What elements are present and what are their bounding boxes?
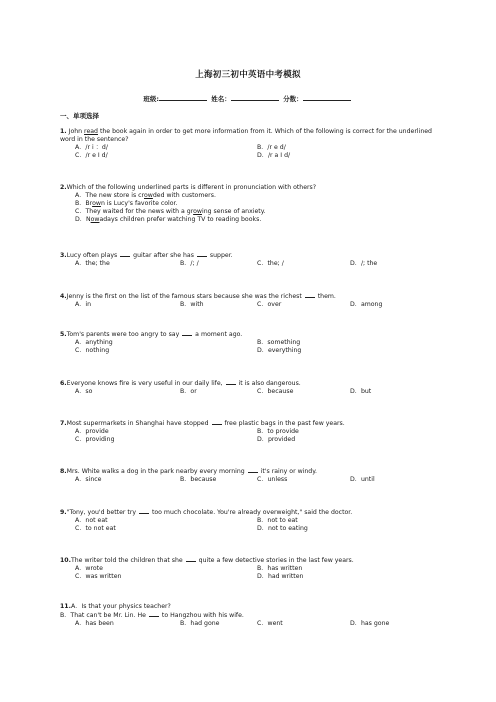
- option-c[interactable]: C．providing: [75, 435, 115, 443]
- option-c[interactable]: C．over: [257, 300, 282, 308]
- class-blank[interactable]: [159, 94, 207, 101]
- question-number: 5.: [60, 331, 67, 338]
- option-a[interactable]: A．has been: [75, 619, 114, 627]
- option-a[interactable]: A．in: [75, 300, 92, 308]
- question-stem: 6.Everyone knows fire is very useful in our daily life, it is also dangerous.: [60, 380, 301, 387]
- answer-blank[interactable]: [212, 419, 222, 425]
- question-stem: 3.Lucy often plays guitar after she has supper.: [60, 252, 233, 259]
- option-b[interactable]: B．to provide: [257, 427, 299, 435]
- answer-blank[interactable]: [226, 379, 236, 385]
- option-a[interactable]: A．/r i ：d/: [75, 143, 108, 151]
- question-stem: 8.Mrs. White walks a dog in the park nearby every morning it's rainy or windy.: [60, 468, 317, 475]
- option-c[interactable]: C．was written: [75, 572, 122, 580]
- option-c[interactable]: C．/r e I d/: [75, 151, 108, 159]
- question-number: 3.: [60, 252, 67, 259]
- option-c[interactable]: C．They waited for the news with a growing sense of anxiety.: [75, 207, 266, 215]
- question-number: 1.: [60, 128, 67, 135]
- score-label: 分数：: [283, 95, 303, 103]
- answer-blank[interactable]: [182, 330, 192, 336]
- question-number: 11.: [60, 603, 71, 610]
- option-c[interactable]: C．nothing: [75, 346, 110, 354]
- answer-blank[interactable]: [120, 251, 130, 257]
- section-heading: 一、单项选择: [60, 112, 99, 120]
- option-d[interactable]: D．provided: [257, 435, 296, 443]
- question-11: [60, 603, 440, 628]
- question-number: 10.: [60, 557, 71, 564]
- option-b[interactable]: B．with: [180, 300, 204, 308]
- option-c[interactable]: C．because: [257, 387, 294, 395]
- question-2: [60, 184, 440, 224]
- student-info-line: [0, 94, 496, 103]
- question-10: [60, 556, 440, 581]
- option-b[interactable]: B．not to eat: [257, 516, 298, 524]
- question-number: 7.: [60, 420, 67, 427]
- question-1: [60, 128, 440, 160]
- option-d[interactable]: D．among: [350, 300, 383, 308]
- question-7: [60, 419, 440, 444]
- score-blank[interactable]: [303, 94, 351, 101]
- question-stem: 1. John read the book again in order to get more information from it. Which of the following is correct for the underlined word in the sentence?: [60, 128, 432, 143]
- option-d[interactable]: D．until: [350, 475, 375, 483]
- question-stem: 10.The writer told the children that she quite a few detective stories in the last few years.: [60, 557, 354, 564]
- option-c[interactable]: C．unless: [257, 475, 288, 483]
- question-3: [60, 251, 440, 268]
- option-b[interactable]: B．something: [257, 338, 301, 346]
- answer-blank[interactable]: [186, 556, 196, 562]
- class-label: 班级:: [143, 95, 160, 103]
- question-5: [60, 330, 440, 355]
- option-d[interactable]: D．has gone: [350, 619, 390, 627]
- question-9: [60, 508, 440, 533]
- answer-blank[interactable]: [305, 292, 315, 298]
- question-number: 6.: [60, 380, 67, 387]
- question-stem: 4.Jenny is the first on the list of the famous stars because she was the richest them.: [60, 293, 336, 300]
- option-a[interactable]: A．the; the: [75, 259, 110, 267]
- option-a[interactable]: A．anything: [75, 338, 113, 346]
- option-c[interactable]: C．went: [257, 619, 283, 627]
- option-d[interactable]: D．not to eating: [257, 524, 308, 532]
- option-a[interactable]: A．since: [75, 475, 102, 483]
- question-stem: 7.Most supermarkets in Shanghai have stopped free plastic bags in the past few years.: [60, 420, 345, 427]
- option-d[interactable]: D．/r a I d/: [257, 151, 291, 159]
- option-b[interactable]: B．because: [180, 475, 217, 483]
- question-number: 9.: [60, 509, 67, 516]
- name-label: 姓名：: [211, 95, 231, 103]
- question-number: 2.: [60, 184, 67, 191]
- option-c[interactable]: C．the; /: [257, 259, 284, 267]
- question-stem: 11.A．Is that your physics teacher?: [60, 603, 171, 610]
- underlined-word: read: [84, 128, 98, 135]
- option-b[interactable]: B．has written: [257, 564, 303, 572]
- answer-blank[interactable]: [248, 467, 258, 473]
- option-a[interactable]: A．so: [75, 387, 93, 395]
- name-blank[interactable]: [231, 94, 279, 101]
- option-b[interactable]: B．or: [180, 387, 197, 395]
- option-a[interactable]: A．wrote: [75, 564, 103, 572]
- option-a[interactable]: A．The new store is crowded with customers.: [75, 191, 216, 199]
- answer-blank[interactable]: [139, 508, 149, 514]
- option-d[interactable]: D．had written: [257, 572, 304, 580]
- question-stem-line-2: B．That can't be Mr. Lin. He to Hangzhou with his wife.: [60, 611, 244, 619]
- option-a[interactable]: A．provide: [75, 427, 109, 435]
- option-a[interactable]: A．not eat: [75, 516, 108, 524]
- question-stem: 5.Tom's parents were too angry to say a moment ago.: [60, 331, 243, 338]
- question-4: [60, 292, 440, 309]
- question-stem: 2.Which of the following underlined parts is different in pronunciation with others?: [60, 184, 317, 191]
- option-b[interactable]: B．/; /: [180, 259, 199, 267]
- option-d[interactable]: D．Nowadays children prefer watching TV to reading books.: [75, 215, 262, 223]
- option-b[interactable]: B．had gone: [180, 619, 220, 627]
- question-stem: 9."Tony, you'd better try too much chocolate. You're already overweight," said the doctor.: [60, 509, 353, 516]
- answer-blank[interactable]: [149, 611, 159, 617]
- page-title: 上海初三初中英语中考模拟: [195, 70, 301, 80]
- answer-blank[interactable]: [197, 251, 207, 257]
- option-c[interactable]: C．to not eat: [75, 524, 116, 532]
- question-8: [60, 467, 440, 484]
- option-d[interactable]: D．but: [350, 387, 372, 395]
- question-number: 8.: [60, 468, 67, 475]
- option-b[interactable]: B．Brown is Lucy's favorite color.: [75, 199, 178, 207]
- question-6: [60, 379, 440, 396]
- option-d[interactable]: D．everything: [257, 346, 302, 354]
- option-b[interactable]: B．/r e d/: [257, 143, 286, 151]
- option-d[interactable]: D．/; the: [350, 259, 378, 267]
- question-number: 4.: [60, 293, 67, 300]
